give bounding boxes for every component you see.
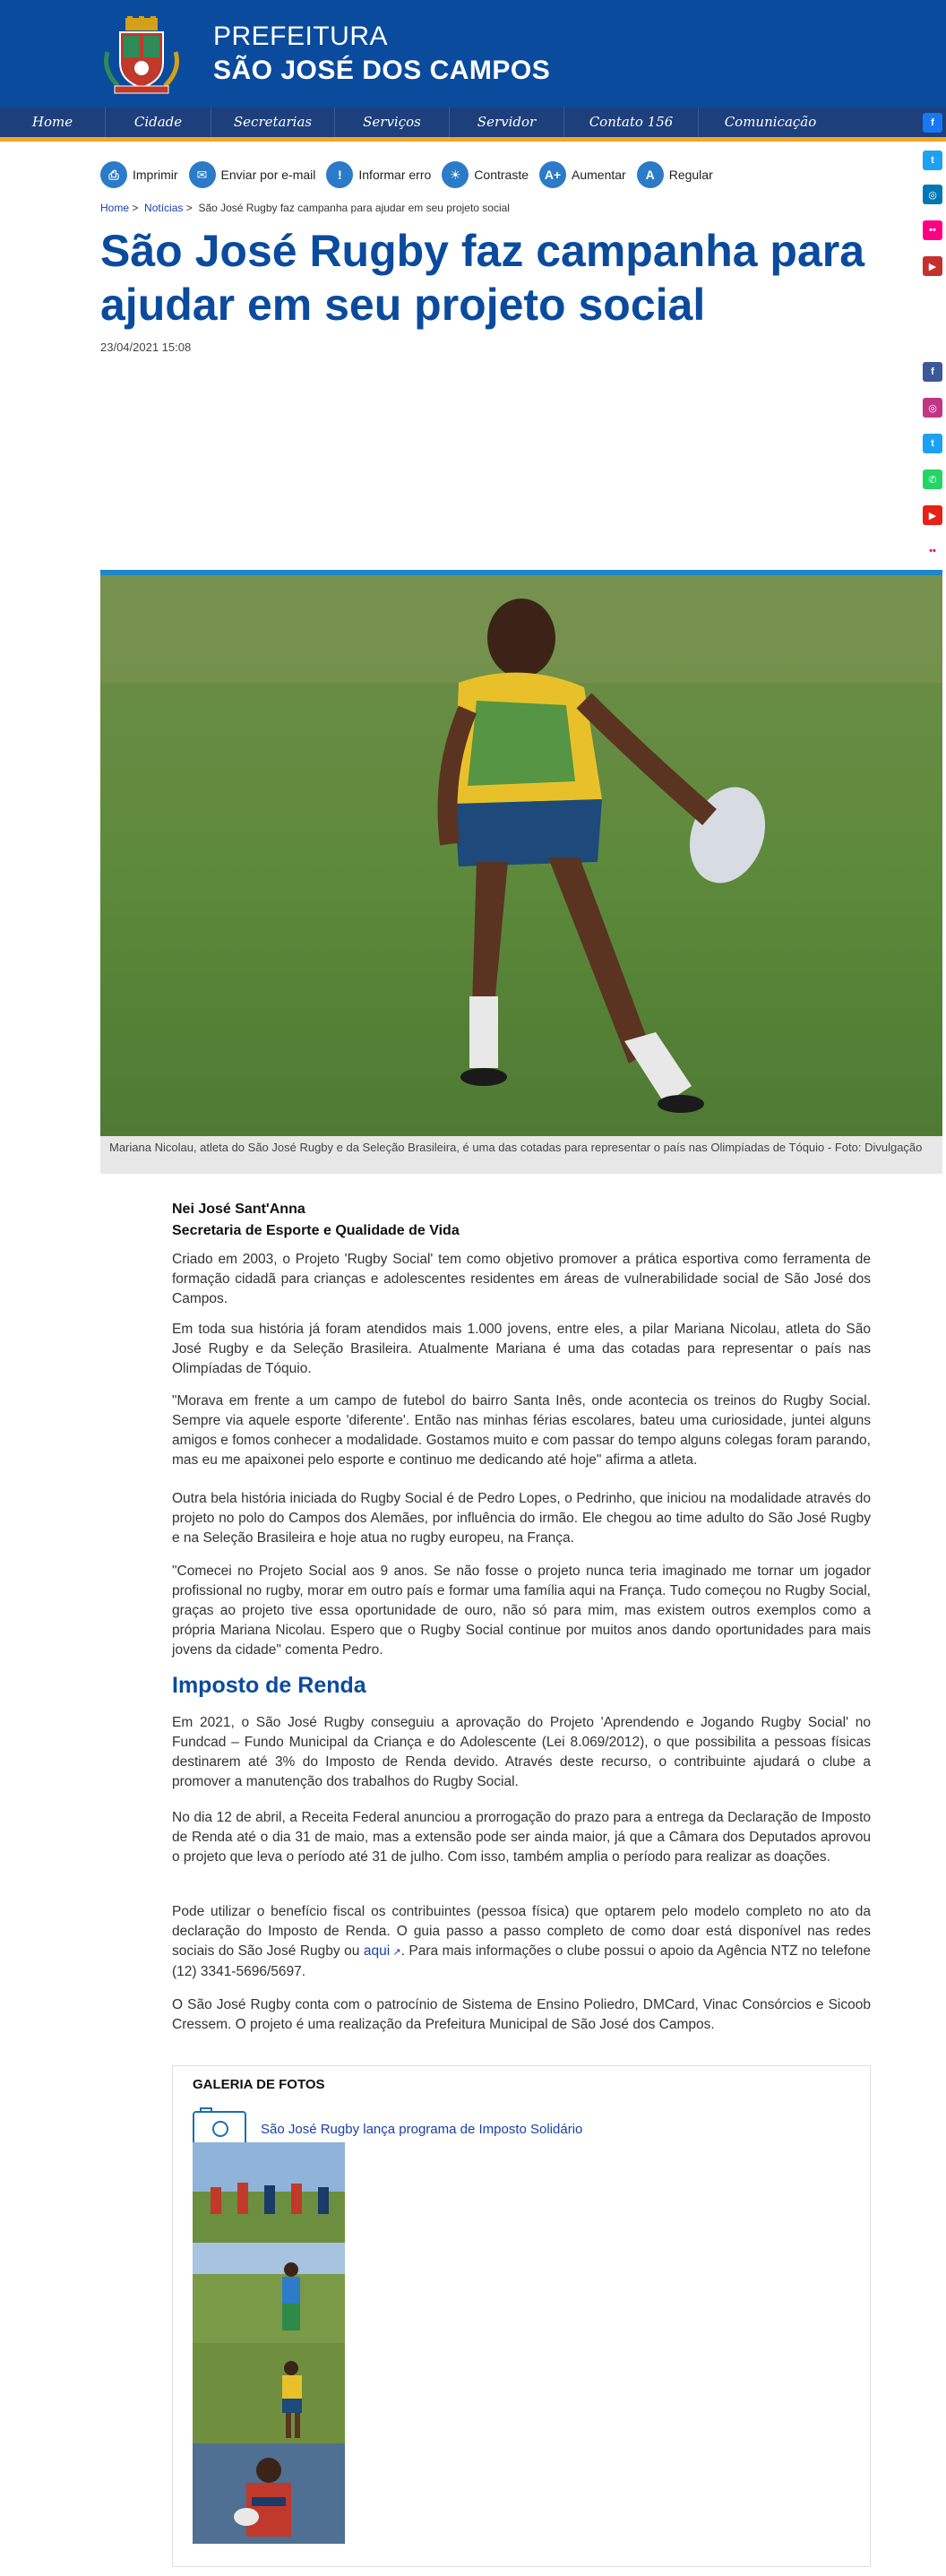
paragraph: O São José Rugby conta com o patrocínio de Sistema de Ensino Poliedro, DMCard, Vinac Consórcios e Sicoob Cressem. O projeto é uma realização da Prefeitura Municipal de São José dos Campos.: [172, 1997, 871, 2032]
nav-servicos[interactable]: Serviços: [335, 108, 450, 137]
city-crest-logo[interactable]: [100, 16, 183, 95]
font-regular-icon: A: [637, 161, 664, 188]
email-label: Enviar por e-mail: [220, 168, 316, 182]
share-youtube-icon[interactable]: ▶: [923, 505, 942, 525]
youtube-icon[interactable]: ▶: [923, 256, 942, 276]
author-block: [172, 1199, 871, 1242]
paragraph: Criado em 2003, o Projeto 'Rugby Social' tem como objetivo promover a prática esportiva como ferramenta de formação cidadã para crianças e adolescentes residentes em áreas de vulnerabilidade social de São José dos Campos.: [172, 1252, 871, 1306]
gallery-thumbnail[interactable]: [193, 2343, 345, 2443]
instagram-icon[interactable]: ◎: [923, 185, 942, 204]
print-button[interactable]: [100, 161, 178, 188]
paragraph-text: . Para mais informações o clube possui o apoio da Agência NTZ no telefone (12) 3341-5696/5697.: [172, 1943, 871, 1979]
share-flickr-icon[interactable]: ••: [923, 541, 942, 561]
alert-icon: !: [326, 161, 353, 188]
paragraph: Em toda sua história já foram atendidos mais 1.000 jovens, entre eles, a pilar Mariana Nicolau, atleta do São José Rugby e da Seleção Brasileira. Atualmente Mariana é uma das cotadas para representar o país nas Olimpíadas de Tóquio.: [172, 1322, 871, 1376]
email-button[interactable]: [189, 161, 316, 188]
page-title: São José Rugby faz campanha para ajudar em seu projeto social: [100, 226, 865, 330]
gallery-header-row: [193, 2111, 582, 2147]
gallery-album-link[interactable]: São José Rugby lança programa de Imposto Solidário: [261, 2121, 583, 2137]
paragraph-text: Pode utilizar o benefício fiscal os contribuintes (pessoa física) que optarem pelo modelo completo no ato da declaração do Imposto de Renda. O guia passo a passo completo de como doar está disponível nas redes sociais do São José Rugby ou: [172, 1904, 871, 1959]
article-main-photo: [100, 570, 942, 1136]
photo-caption: Mariana Nicolau, atleta do São José Rugby e da Seleção Brasileira, é uma das cotadas para representar o país nas Olimpíadas de Tóquio - Foto: Divulgação: [100, 1136, 942, 1174]
nav-comunicacao[interactable]: Comunicação: [724, 114, 817, 130]
paragraph: Em 2021, o São José Rugby conseguiu a aprovação do Projeto 'Aprendendo e Jogando Rugby Social' no Fundcad – Fundo Municipal da Criança e do Adolescente (Lei 8.069/2012), o que possibilita a pessoas físicas destinarem até 3% do Imposto de Renda devido. Através deste recurso, o contribuinte ajudará o clube a promover a manutenção dos trabalhos do Rugby Social.: [172, 1715, 871, 1789]
print-label: Imprimir: [133, 168, 178, 182]
contrast-label: Contraste: [474, 168, 529, 182]
paragraph: No dia 12 de abril, a Receita Federal anunciou a prorrogação do prazo para a entrega da Declaração de Imposto de Renda até o dia 31 de maio, mas a extensão pode ser ainda maior, já que a Câmara dos Deputados aprovou o projeto que leva o período até 31 de julho. Com isso, também amplia o período para realizar as doações.: [172, 1810, 871, 1865]
regular-label: Regular: [668, 168, 713, 182]
author-role: Secretaria de Esporte e Qualidade de Vida: [172, 1223, 460, 1238]
share-instagram-icon[interactable]: ◎: [923, 398, 942, 418]
share-whatsapp-icon[interactable]: ✆: [923, 470, 942, 489]
nav-home[interactable]: Home: [0, 108, 106, 137]
guide-link[interactable]: aqui: [363, 1943, 391, 1959]
gallery-title: GALERIA DE FOTOS: [193, 2077, 325, 2092]
gallery-thumbnail[interactable]: [193, 2243, 345, 2343]
contrast-icon: ☀: [442, 161, 469, 188]
breadcrumb-home[interactable]: Home: [100, 202, 130, 214]
share-facebook-icon[interactable]: f: [923, 362, 942, 382]
paragraph: [172, 1902, 871, 1982]
paragraph: Outra bela história iniciada do Rugby Social é de Pedro Lopes, o Pedrinho, que iniciou na modalidade através do projeto no polo do Campos dos Alemães, por influência do irmão. Ele chegou ao time adulto do São José Rugby e na Seleção Brasileira e hoje atua no rugby europeu, na França.: [172, 1491, 871, 1546]
printer-icon: ⎙: [100, 161, 127, 188]
brand-line-1: PREFEITURA: [213, 22, 389, 51]
nav-cidade[interactable]: Cidade: [106, 108, 211, 137]
section-heading: Imposto de Renda: [172, 1673, 366, 1698]
share-twitter-icon[interactable]: t: [923, 434, 942, 453]
nav-servidor[interactable]: Servidor: [450, 108, 564, 137]
gallery-thumbnail[interactable]: [193, 2443, 345, 2544]
facebook-icon[interactable]: f: [923, 113, 942, 133]
accessibility-toolbar: [100, 161, 724, 188]
main-nav: [0, 108, 946, 142]
report-error-button[interactable]: [326, 161, 431, 188]
increase-font-button[interactable]: [539, 161, 626, 188]
nav-contato-156[interactable]: Contato 156: [564, 108, 699, 137]
breadcrumb: [100, 202, 510, 214]
twitter-icon[interactable]: t: [923, 151, 942, 170]
envelope-icon: ✉: [189, 161, 216, 188]
contrast-button[interactable]: [442, 161, 529, 188]
paragraph: "Comecei no Projeto Social aos 9 anos. Se não fosse o projeto nunca teria imaginado me tornar um jogador profissional no rugby, morar em outro país e formar uma família aqui na França. Tudo começou no Rugby Social, graças ao projeto tive essa oportunidade de ouro, não só para mim, mas existem outros exemplos como a própria Mariana Nicolau. Espero que o Rugby Social continue por muitos anos dando oportunidades para mais jovens da cidade" comenta Pedro.: [172, 1564, 871, 1658]
regular-font-button[interactable]: [637, 161, 713, 188]
report-label: Informar erro: [358, 168, 432, 182]
paragraph: "Morava em frente a um campo de futebol do bairro Santa Inês, onde acontecia os treinos do Rugby Social. Sempre via aquele esporte 'diferente'. Então nas minhas férias escolares, bateu uma curiosidade, juntei alguns amigos e fomos conhecer a modalidade. Gostamos muito e com passar do tempo alguns colegas foram parando, mas eu me apaixonei pelo esporte e continuo me dedicando até hoje" afirma a atleta.: [172, 1393, 871, 1468]
flickr-icon[interactable]: ••: [923, 220, 942, 240]
font-increase-icon: A+: [539, 161, 566, 188]
breadcrumb-separator: >: [132, 202, 139, 214]
camera-icon: [193, 2111, 246, 2147]
breadcrumb-current: São José Rugby faz campanha para ajudar em seu projeto social: [198, 202, 510, 214]
publish-date: 23/04/2021 15:08: [100, 340, 192, 354]
breadcrumb-news[interactable]: Notícias: [144, 202, 184, 214]
site-header: [0, 0, 946, 108]
photo-gallery: [172, 2065, 871, 2567]
author-name: Nei José Sant'Anna: [172, 1202, 305, 1217]
brand-line-2: SÃO JOSÉ DOS CAMPOS: [213, 56, 551, 85]
increase-label: Aumentar: [572, 168, 626, 182]
nav-secretarias[interactable]: Secretarias: [211, 108, 335, 137]
breadcrumb-separator: >: [185, 202, 193, 214]
gallery-thumbnail[interactable]: [193, 2142, 345, 2243]
external-link-icon: ↗: [390, 1947, 401, 1958]
